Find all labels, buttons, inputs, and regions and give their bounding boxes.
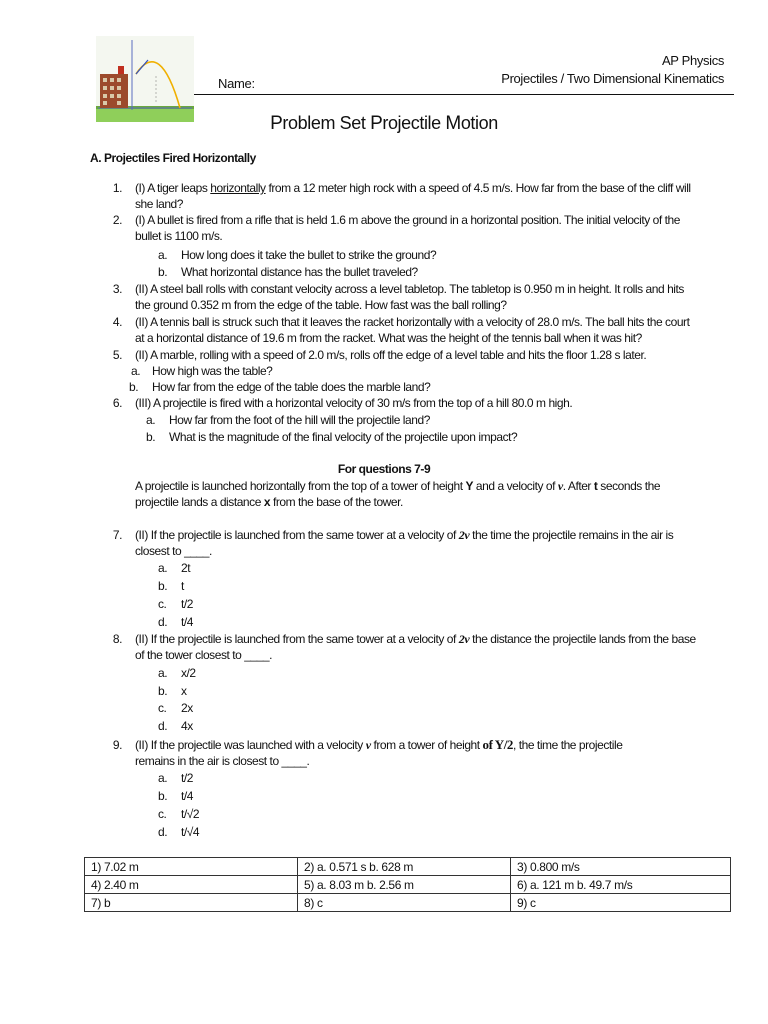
problem-text: (I) A tiger leaps horizontally from a 12 meter high rock with a speed of 4.5 m/s. How far from the base of the cliff will [135, 181, 691, 195]
answer-cell: 1) 7.02 m [85, 858, 298, 876]
problem-text: (III) A projectile is fired with a horizontal velocity of 30 m/s from the top of a hill 80.0 m high. [135, 396, 573, 410]
problem-text: (I) A bullet is fired from a rifle that is held 1.6 m above the ground in a horizontal position. The initial velocity of the [135, 213, 680, 227]
problem-text: she land? [135, 197, 183, 211]
option-letter: c. [158, 701, 167, 715]
question-text: (II) If the projectile is launched from the same tower at a velocity of 2v the time the projectile remains in the air is [135, 528, 674, 542]
option-text: 2x [181, 701, 193, 715]
for-questions-intro: projectile lands a distance x from the base of the tower. [135, 495, 403, 509]
table-row [85, 858, 731, 876]
option-letter: c. [158, 597, 167, 611]
course-label: AP Physics [661, 53, 724, 68]
option-letter: d. [158, 615, 168, 629]
problem-text: the ground 0.352 m from the edge of the table. How fast was the ball rolling? [135, 298, 507, 312]
header-rule [194, 94, 734, 95]
problem-number: 2. [112, 213, 122, 227]
sub-letter: a. [146, 413, 156, 427]
option-letter: b. [158, 789, 168, 803]
question-text: of the tower closest to ____. [135, 648, 273, 662]
answer-cell: 2) a. 0.571 s b. 628 m [298, 858, 511, 876]
sub-letter: a. [158, 248, 168, 262]
problem-number: 5. [112, 348, 122, 362]
option-letter: a. [158, 771, 168, 785]
sub-letter: b. [146, 430, 156, 444]
answer-cell: 7) b [85, 894, 298, 912]
sub-letter: b. [158, 265, 168, 279]
option-letter: b. [158, 684, 168, 698]
question-text: (II) If the projectile is launched from the same tower at a velocity of 2v the distance the projectile lands from the base [135, 632, 696, 646]
sub-question: How far from the foot of the hill will the projectile land? [169, 413, 430, 427]
problem-number: 4. [112, 315, 122, 329]
question-text: (II) If the projectile was launched with a velocity v from a tower of height of Y/2, the time the projectile [135, 737, 623, 752]
sub-question: How high was the table? [152, 364, 273, 378]
option-letter: a. [158, 666, 168, 680]
option-text: t [181, 579, 184, 593]
option-text: x [181, 684, 187, 698]
question-text: remains in the air is closest to ____. [135, 754, 310, 768]
option-text: t/√4 [181, 825, 200, 839]
sub-question: How long does it take the bullet to strike the ground? [181, 248, 437, 262]
option-text: t/4 [181, 615, 193, 629]
option-text: 4x [181, 719, 193, 733]
section-heading: A. Projectiles Fired Horizontally [90, 151, 256, 165]
sub-question: How far from the edge of the table does the marble land? [152, 380, 431, 394]
question-number: 8. [112, 632, 122, 646]
option-text: 2t [181, 561, 191, 575]
problem-text: (II) A tennis ball is struck such that it leaves the racket horizontally with a velocity of 28.0 m/s. The ball hits the court [135, 315, 690, 329]
question-number: 7. [112, 528, 122, 542]
option-text: t/4 [181, 789, 193, 803]
answer-cell: 5) a. 8.03 m b. 2.56 m [298, 876, 511, 894]
question-number: 9. [112, 738, 122, 752]
sub-letter: a. [131, 364, 141, 378]
answer-cell: 3) 0.800 m/s [511, 858, 731, 876]
option-text: t/√2 [181, 807, 200, 821]
problem-number: 1. [112, 181, 122, 195]
page-title: Problem Set Projectile Motion [270, 113, 498, 134]
answer-key-table [84, 857, 731, 912]
table-row [85, 876, 731, 894]
option-letter: c. [158, 807, 167, 821]
option-letter: d. [158, 719, 168, 733]
for-questions-heading: For questions 7-9 [337, 462, 431, 476]
question-text: closest to ____. [135, 544, 212, 558]
option-letter: d. [158, 825, 168, 839]
option-text: t/2 [181, 771, 193, 785]
sub-question: What is the magnitude of the final velocity of the projectile upon impact? [169, 430, 518, 444]
table-row [85, 894, 731, 912]
sub-question: What horizontal distance has the bullet traveled? [181, 265, 418, 279]
projectile-logo-image [96, 36, 194, 122]
answer-cell: 6) a. 121 m b. 49.7 m/s [511, 876, 731, 894]
problem-number: 6. [112, 396, 122, 410]
problem-text: bullet is 1100 m/s. [135, 229, 223, 243]
answer-cell: 9) c [511, 894, 731, 912]
problem-text: (II) A marble, rolling with a speed of 2.0 m/s, rolls off the edge of a level table and hits the floor 1.28 s later. [135, 348, 647, 362]
option-text: t/2 [181, 597, 193, 611]
option-letter: b. [158, 579, 168, 593]
problem-number: 3. [112, 282, 122, 296]
problem-text: (II) A steel ball rolls with constant velocity across a level tabletop. The tabletop is 0.950 m in height. It rolls and hits [135, 282, 684, 296]
problem-text: at a horizontal distance of 19.6 m from the racket. What was the height of the tennis ball when it was hit? [135, 331, 642, 345]
unit-label: Projectiles / Two Dimensional Kinematics [501, 71, 724, 86]
answer-cell: 8) c [298, 894, 511, 912]
for-questions-intro: A projectile is launched horizontally from the top of a tower of height Y and a velocity of v. After t seconds the [135, 479, 661, 493]
option-letter: a. [158, 561, 168, 575]
option-text: x/2 [181, 666, 196, 680]
answer-cell: 4) 2.40 m [85, 876, 298, 894]
name-field-label: Name: [218, 76, 255, 91]
sub-letter: b. [129, 380, 139, 394]
